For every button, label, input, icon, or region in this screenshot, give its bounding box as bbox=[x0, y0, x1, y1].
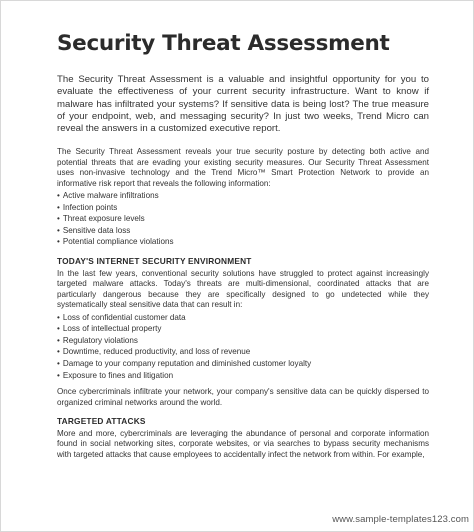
list-item: • Regulatory violations bbox=[57, 335, 429, 347]
list-item: • Damage to your company reputation and diminished customer loyalty bbox=[57, 358, 429, 370]
intro-paragraph: The Security Threat Assessment is a valuable and insightful opportunity for you to evaluate the effectiveness of your current security infrastructure. Want to know if malware has infiltrated your systems? If sensitive data is being lost? The true measure of your endpoint, web, and messaging security? In just two weeks, Trend Micro can reveal the answers in a customized executive report. bbox=[57, 74, 429, 135]
list-item: • Sensitive data loss bbox=[57, 225, 429, 237]
consequences-list bbox=[57, 312, 429, 382]
list-item: • Loss of intellectual property bbox=[57, 323, 429, 335]
document-title: Security Threat Assessment bbox=[57, 31, 390, 56]
section-heading-targeted-attacks: TARGETED ATTACKS bbox=[57, 416, 146, 427]
list-item: • Threat exposure levels bbox=[57, 213, 429, 225]
paragraph-targeted-attacks: More and more, cybercriminals are leveraging the abundance of personal and corporate information found in social networking sites, corporate websites, or via searches to bypass security mechanisms with targeted attacks that cause employees to accidentally infect the network from within. For example, bbox=[57, 429, 429, 459]
list-item: • Loss of confidential customer data bbox=[57, 312, 429, 324]
risk-report-list bbox=[57, 190, 429, 248]
list-item: • Infection points bbox=[57, 202, 429, 214]
list-item: • Active malware infiltrations bbox=[57, 190, 429, 202]
list-item: • Potential compliance violations bbox=[57, 236, 429, 248]
list-item: • Exposure to fines and litigation bbox=[57, 370, 429, 382]
list-item: • Downtime, reduced productivity, and loss of revenue bbox=[57, 346, 429, 358]
watermark-text: www.sample-templates123.com bbox=[332, 514, 469, 525]
paragraph-cybercriminals: Once cybercriminals infiltrate your network, your company's sensitive data can be quickly dispersed to organized criminal networks around the world. bbox=[57, 387, 429, 407]
document-content bbox=[57, 31, 429, 460]
paragraph-environment: In the last few years, conventional security solutions have struggled to protect against increasingly targeted malware attacks. Today's threats are multi-dimensional, coordinated attacks that are particularly dangerous because they are specifically designed to go undetected while they systematically steal sensitive data that can result in: bbox=[57, 269, 429, 310]
section-heading-environment: TODAY'S INTERNET SECURITY ENVIRONMENT bbox=[57, 256, 252, 267]
paragraph-assessment-reveals: The Security Threat Assessment reveals your true security posture by detecting both active and potential threats that are evading your existing security measures. Our Security Threat Assessment uses non-invasive technology and the Trend Micro™ Smart Protection Network to provide an informative risk report that reveals the following information: bbox=[57, 147, 429, 188]
